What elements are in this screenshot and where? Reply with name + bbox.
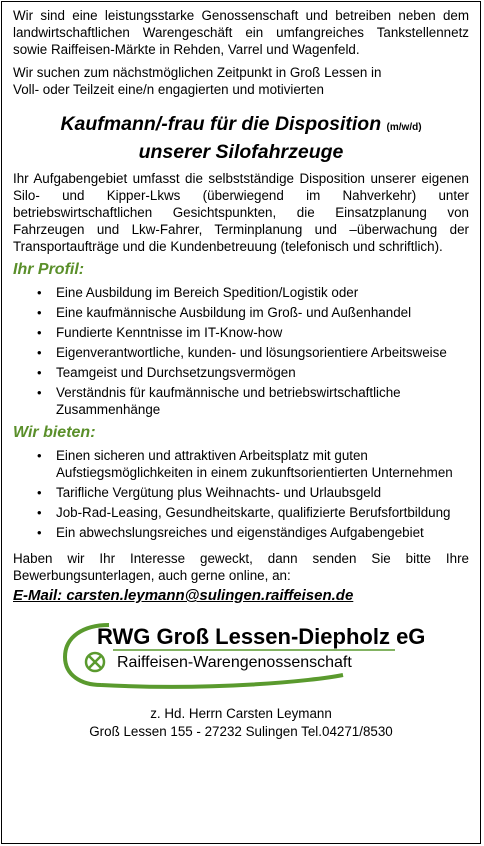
profile-item [13,284,469,301]
logo-subtitle: Raiffeisen-Warengenossenschaft [117,654,352,671]
email-link[interactable]: E-Mail: carsten.leymann@sulingen.raiffeisen.de [13,587,354,604]
logo-swoosh-tail [101,675,343,687]
intro-employment-line: Voll- oder Teilzeit eine/n engagierten und motivierten [13,82,324,97]
offer-item [13,484,469,501]
profile-item-text: Teamgeist und Durchsetzungsvermögen [56,365,296,380]
gender-tag: (m/w/d) [386,122,422,133]
offer-list [13,447,469,541]
job-advertisement [1,1,481,844]
bullet-icon: • [37,345,42,360]
job-title-line1: Kaufmann/-frau für die Disposition [60,113,382,135]
bullet-icon: • [37,505,42,520]
offer-item-text: Ein abwechslungsreiches und eigenständiges Aufgabengebiet [56,525,424,540]
intro-paragraph: Wir sind eine leistungsstarke Genossenschaft und betreiben neben dem landwirtschaftlichen Warengeschäft ein umfangreiches Tankstellennetz sowie Raiffeisen-Märkte in Rehden, Varrel und Wagenfeld. [13,8,469,57]
offer-item-text: Einen sicheren und attraktiven Arbeitsplatz mit guten Aufstiegsmöglichkeiten in einem zukunftsorientierten Unternehmen [56,448,453,480]
profile-item [13,324,469,341]
offer-heading: Wir bieten: [13,424,96,441]
profile-item [13,384,469,418]
company-logo [13,619,469,691]
contact-footer [13,705,469,741]
contact-address: Groß Lessen 155 - 27232 Sulingen Tel.04271/8530 [89,724,393,739]
profile-list [13,284,469,418]
closing-paragraph: Haben wir Ihr Interesse geweckt, dann senden Sie bitte Ihre Bewerbungsunterlagen, auch gerne online, an: [13,551,469,583]
job-title [13,112,469,164]
bullet-icon: • [37,285,42,300]
profile-item-text: Eine kaufmännische Ausbildung im Groß- und Außenhandel [56,305,412,320]
offer-item-text: Job-Rad-Leasing, Gesundheitskarte, qualifizierte Berufsfortbildung [56,505,451,520]
profile-item-text: Fundierte Kenntnisse im IT-Know-how [56,325,283,340]
rwg-logo-graphic [13,619,469,691]
profile-item [13,364,469,381]
job-title-line2: unserer Silofahrzeuge [138,141,344,163]
contact-person: z. Hd. Herrn Carsten Leymann [150,706,332,721]
logo-company-name: RWG Groß Lessen-Diepholz eG [97,624,426,649]
offer-item [13,524,469,541]
bullet-icon: • [37,525,42,540]
offer-item [13,504,469,521]
bullet-icon: • [37,385,42,400]
profile-item-text: Eine Ausbildung im Bereich Spedition/Logistik oder [56,285,359,300]
bullet-icon: • [37,485,42,500]
profile-item-text: Eigenverantwortliche, kunden- und lösungsorientiere Arbeitsweise [56,345,447,360]
profile-item [13,304,469,321]
offer-item-text: Tarifliche Vergütung plus Weihnachts- und Urlaubsgeld [56,485,382,500]
bullet-icon: • [37,305,42,320]
offer-item [13,447,469,481]
profile-heading: Ihr Profil: [13,261,85,278]
intro-search-line: Wir suchen zum nächstmöglichen Zeitpunkt in Groß Lessen in [13,65,382,80]
bullet-icon: • [37,365,42,380]
bullet-icon: • [37,448,42,463]
crossed-horses-icon [89,656,101,668]
profile-item [13,344,469,361]
profile-item-text: Verständnis für kaufmännische und betriebswirtschaftliche Zusammenhänge [56,385,401,417]
job-description: Ihr Aufgabengebiet umfasst die selbstständige Disposition unserer eigenen Silo- und Kipper-Lkws (überwiegend im Nahverkehr) unter betriebswirtschaftlichen Gesichtspunkten, die Einsatzplanung von Fahrzeugen und Lkw-Fahrer, Terminplanung und –überwachung der Transportaufträge und die Kundenbetreuung (telefonisch und schriftlich). [13,171,469,254]
bullet-icon: • [37,325,42,340]
